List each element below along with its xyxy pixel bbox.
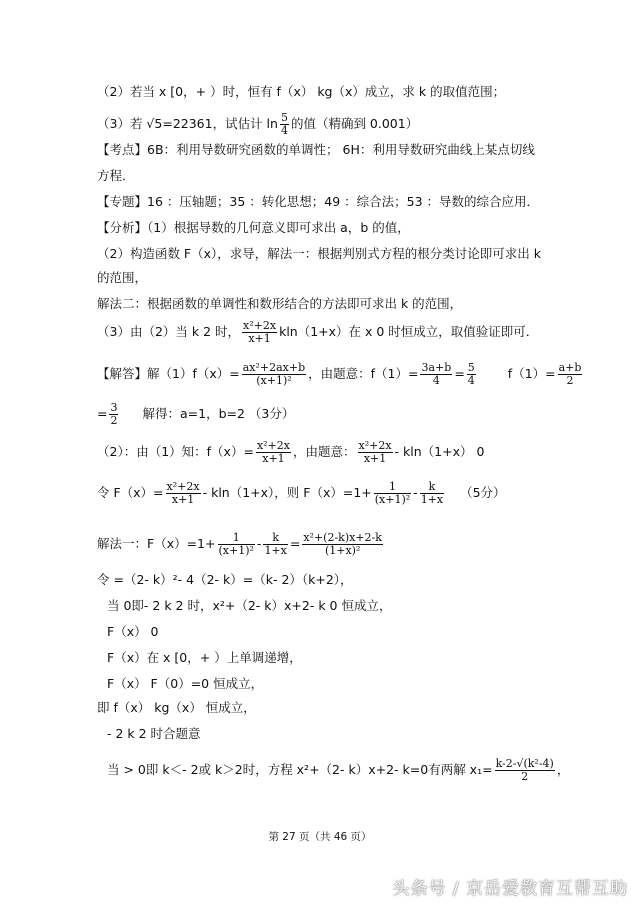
fraction: $\frac{5}{4}$: [280, 111, 288, 137]
fraction: $\frac{\text{k-2-√(k²-4)}}{2}$: [495, 757, 554, 783]
text-line: 令 F（x）= $\frac{\text{x²+2x}}{x+1}$ - kln（1+x），则 F（x）=1+ $\frac{1}{\text{(x+1)²}}$ - $\frac{k}{1+x}$ （5分）: [97, 480, 506, 506]
text-line: F（x） F（0）=0 恒成立，: [107, 676, 264, 691]
text-line: 【解答】解（1）f（x）= $\frac{\text{ax²+2ax+b}}{\text{(x+1)²}}$ ，由题意：f（1）= $\frac{3a+b}{4}$ = $\frac{5}{4}$ f（1）= $\frac{a+b}{2}$: [97, 361, 582, 387]
text-line: 当 0即- 2 k 2 时，x²+（2- k）x+2- k 0 恒成立，: [107, 598, 392, 613]
fraction: $\frac{\text{x²+2x}}{x+1}$: [256, 439, 290, 465]
fraction: $\frac{1}{\text{(x+1)²}}$: [374, 480, 411, 506]
fraction: $\frac{\text{x²+2x}}{x+1}$: [358, 439, 392, 465]
text-line: 解法一：F（x）=1+ $\frac{1}{\text{(x+1)²}}$ - $\frac{k}{1+x}$ = $\frac{\text{x²+(2-k)x+2-k}}{\text{(1+x)²}}$: [97, 531, 382, 557]
text-line: （3）由（2）当 k 2 时， $\frac{\text{x²+2x}}{x+1}$ kln（1+x）在 x 0 时恒成立，取值验证即可．: [97, 319, 539, 345]
fraction: $\frac{3}{2}$: [110, 401, 118, 427]
fraction: $\frac{1}{\text{(x+1)²}}$: [218, 531, 254, 557]
text-line: 的范围，: [97, 270, 148, 285]
text-line: 即 f（x） kg（x） 恒成立，: [97, 700, 256, 715]
text-line: 解法二：根据函数的单调性和数形结合的方法即可求出 k 的范围，: [97, 296, 463, 311]
fraction: $\frac{\text{x²+2x}}{x+1}$: [166, 480, 200, 506]
text-line: 【考点】6B：利用导数研究函数的单调性； 6H：利用导数研究曲线上某点切线: [97, 142, 535, 157]
fraction: $\frac{3a+b}{4}$: [421, 361, 452, 387]
fraction: $\frac{a+b}{2}$: [558, 361, 582, 387]
fraction: $\frac{k}{1+x}$: [264, 531, 287, 557]
watermark: 头条号 / 京岳爱教育互帮互助: [392, 879, 628, 899]
text-line: （2）构造函数 F（x），求导，解法一：根据判别式方程的根分类讨论即可求出 k: [97, 246, 541, 261]
fraction: $\frac{\text{ax²+2ax+b}}{\text{(x+1)²}}$: [242, 361, 306, 387]
fraction: $\frac{\text{x²+2x}}{x+1}$: [243, 319, 277, 345]
text-line: F（x） 0: [107, 624, 159, 639]
text-line: F（x）在 x [0，+ ）上单调递增，: [107, 650, 302, 665]
text-line: 方程．: [97, 168, 135, 183]
text-line: 令 =（2- k）²- 4（2- k）=（k- 2）（k+2），: [97, 572, 353, 587]
text-line: （3）若 √5=22361，试估计 ln $\frac{5}{4}$ 的值（精确到 0.001）: [97, 111, 419, 137]
fraction: $\frac{5}{4}$: [467, 361, 475, 387]
text-line: 【分析】（1）根据导数的几何意义即可求出 a，b 的值，: [97, 220, 410, 235]
text-line: （2）若当 x [0，+ ）时，恒有 f（x） kg（x）成立，求 k 的取值范围；: [97, 84, 506, 99]
text-line: （2）：由（1）知：f（x）= $\frac{\text{x²+2x}}{x+1}$ ，由题意： $\frac{\text{x²+2x}}{x+1}$ - kln（1+x） 0: [97, 439, 485, 465]
page-footer: 第 27 页（共 46 页）: [268, 831, 372, 843]
text-line: = $\frac{3}{2}$ 解得：a=1，b=2 （3分）: [97, 401, 295, 427]
text-line: 【专题】16 ：压轴题；35 ：转化思想；49 ：综合法；53 ：导数的综合应用．: [97, 194, 540, 209]
fraction: $\frac{\text{x²+(2-k)x+2-k}}{\text{(1+x)²}}$: [303, 531, 382, 557]
text-line: 当 > 0即 k＜- 2或 k＞2时，方程 x²+（2- k）x+2- k=0有两解 x₁= $\frac{\text{k-2-√(k²-4)}}{2}$ ，: [107, 757, 570, 783]
text-line: - 2 k 2 时合题意: [107, 726, 201, 741]
fraction: $\frac{k}{1+x}$: [420, 480, 444, 506]
